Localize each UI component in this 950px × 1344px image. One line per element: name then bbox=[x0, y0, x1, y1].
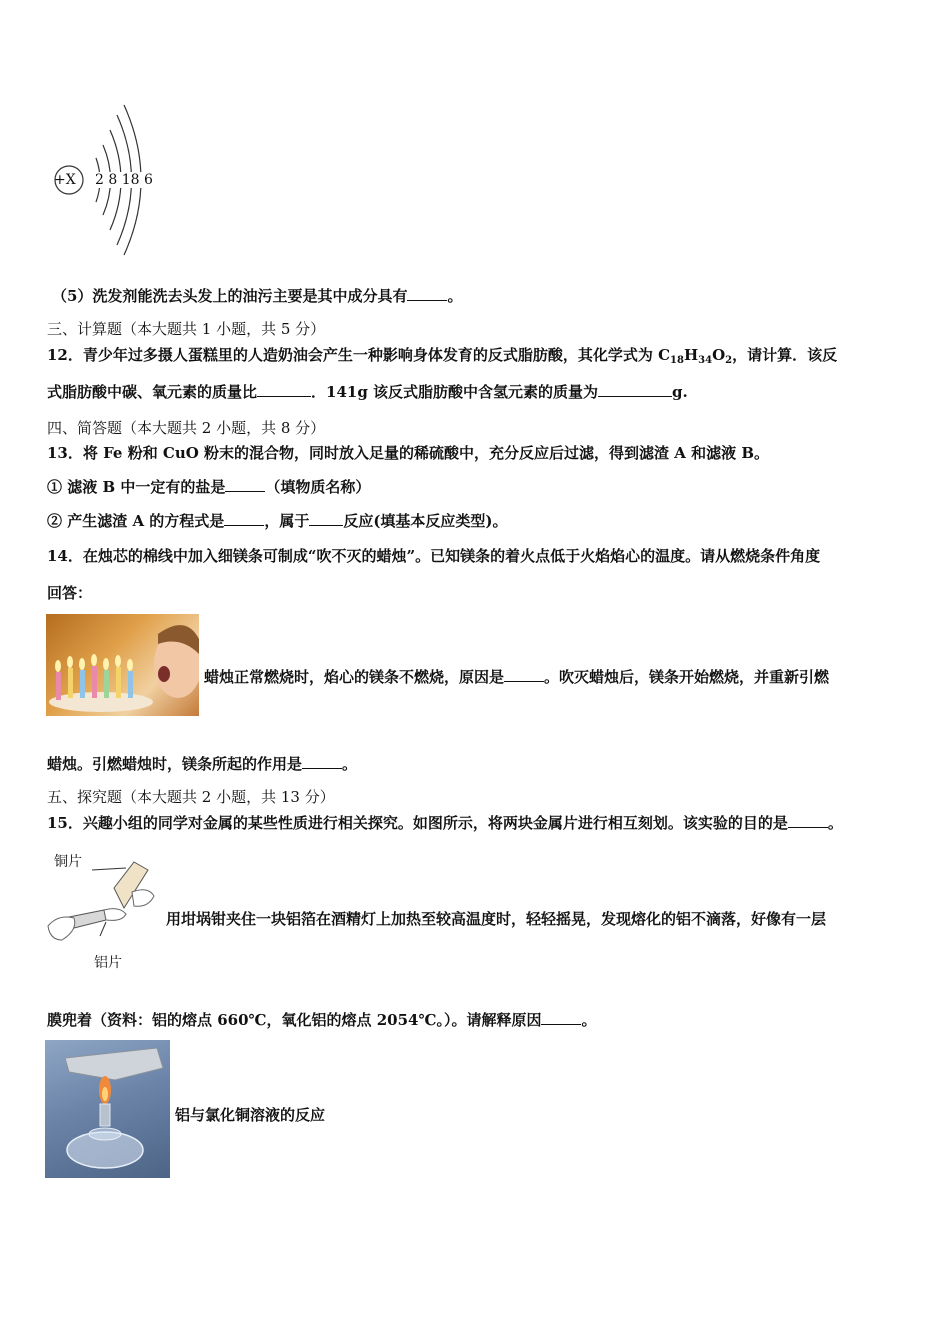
q12-sub-c: 18 bbox=[670, 355, 684, 366]
question-13-stem: 13．将 Fe 粉和 CuO 粉末的混合物，同时放入足量的稀硫酸中，充分反应后过滤，得到滤渣 A 和滤液 B。 bbox=[47, 444, 770, 462]
alcohol-lamp-photo bbox=[45, 1040, 170, 1178]
q12-text-a: 12．青少年过多摄人蛋糕里的人造奶油会产生一种影响身体发育的反式脂肪酸，其化学式为 C bbox=[47, 346, 671, 364]
question-12-line-2 bbox=[47, 382, 688, 402]
question-14-line-3 bbox=[47, 754, 357, 774]
q15-line1-a: 15．兴趣小组的同学对金属的某些性质进行相关探究。如图所示，将两块金属片进行相互刻划。该实验的目的是 bbox=[47, 814, 788, 832]
q12-sub-o: 2 bbox=[725, 355, 733, 366]
q12-text-b: ，请计算．该反 bbox=[732, 346, 838, 364]
answer-blank bbox=[788, 813, 828, 828]
q13-part1-b: （填物质名称） bbox=[265, 478, 371, 496]
copper-plate-label: 铜片 bbox=[54, 854, 82, 870]
q14-side-b: 。吹灭蜡烛后，镁条开始燃烧，并重新引燃 bbox=[544, 668, 830, 686]
section-3-title: 三、计算题（本大题共 1 小题，共 5 分） bbox=[47, 320, 326, 338]
q14-line3-a: 蜡烛。引燃蜡烛时，镁条所起的作用是 bbox=[47, 755, 303, 773]
question-5 bbox=[52, 286, 462, 306]
question-14-side-text bbox=[204, 667, 829, 687]
candle-photo bbox=[46, 614, 199, 716]
answer-blank bbox=[309, 511, 343, 526]
question-12-line-1 bbox=[47, 345, 837, 371]
metal-scratch-diagram bbox=[44, 848, 164, 974]
question-15-line-2 bbox=[47, 1010, 596, 1030]
question-13-part-1 bbox=[47, 477, 370, 497]
question-5-end: 。 bbox=[447, 287, 463, 305]
q13-part1-a: ① 滤液 B 中一定有的盐是 bbox=[47, 478, 226, 496]
answer-blank bbox=[302, 754, 342, 769]
lamp-illustration bbox=[45, 1040, 170, 1178]
q13-part2-a: ② 产生滤渣 A 的方程式是 bbox=[47, 512, 225, 530]
answer-blank bbox=[224, 511, 264, 526]
q12-text-e: g. bbox=[672, 383, 688, 401]
q12-text-d: ．141g 该反式脂肪酸中含氢元素的质量为 bbox=[311, 383, 599, 401]
q12-h: H bbox=[683, 346, 699, 364]
q14-side-a: 蜡烛正常燃烧时，焰心的镁条不燃烧，原因是 bbox=[204, 668, 505, 686]
answer-blank bbox=[598, 382, 672, 397]
q15-line2-a: 膜兜着（资料：铝的熔点 660℃，氧化铝的熔点 2054℃。）。请解释原因 bbox=[47, 1011, 542, 1029]
answer-blank bbox=[257, 382, 311, 397]
q14-line3-b: 。 bbox=[342, 755, 358, 773]
q15-line2-b: 。 bbox=[581, 1011, 597, 1029]
nucleus-label: +X bbox=[54, 172, 76, 188]
question-15-line-1 bbox=[47, 813, 843, 833]
question-15-side-text: 用坩埚钳夹住一块铝箔在酒精灯上加热至较高温度时，轻轻摇晃，发现熔化的铝不滴落，好像有一层 bbox=[166, 910, 827, 928]
q13-part2-c: 反应(填基本反应类型)。 bbox=[343, 512, 508, 530]
answer-blank bbox=[407, 286, 447, 301]
answer-blank bbox=[504, 667, 544, 682]
question-5-text: （5）洗发剂能洗去头发上的油污主要是其中成分具有 bbox=[52, 287, 408, 305]
shell-numbers: 2 8 18 6 bbox=[95, 172, 153, 188]
candle-illustration bbox=[46, 614, 199, 716]
section-5-title: 五、探究题（本大题共 2 小题，共 13 分） bbox=[47, 788, 335, 806]
q12-sub-h: 34 bbox=[698, 355, 713, 366]
answer-blank bbox=[541, 1010, 581, 1025]
q12-o: O bbox=[712, 346, 726, 364]
q15-line1-b: 。 bbox=[827, 814, 843, 832]
question-14-line-1: 14．在烛芯的棉线中加入细镁条可制成“吹不灭的蜡烛”。已知镁条的着火点低于火焰焰心的温度。请从燃烧条件角度 bbox=[47, 547, 821, 565]
atom-structure-diagram bbox=[48, 100, 168, 260]
aluminum-plate-label: 铝片 bbox=[94, 955, 122, 971]
q13-part2-b: ，属于 bbox=[264, 512, 310, 530]
q12-text-c: 式脂肪酸中碳、氧元素的质量比 bbox=[47, 383, 258, 401]
alcohol-lamp-caption: 铝与氯化铜溶液的反应 bbox=[175, 1106, 326, 1124]
question-14-line-2: 回答： bbox=[47, 584, 93, 602]
section-4-title: 四、简答题（本大题共 2 小题，共 8 分） bbox=[47, 419, 326, 437]
answer-blank bbox=[225, 477, 265, 492]
question-13-part-2 bbox=[47, 511, 508, 531]
